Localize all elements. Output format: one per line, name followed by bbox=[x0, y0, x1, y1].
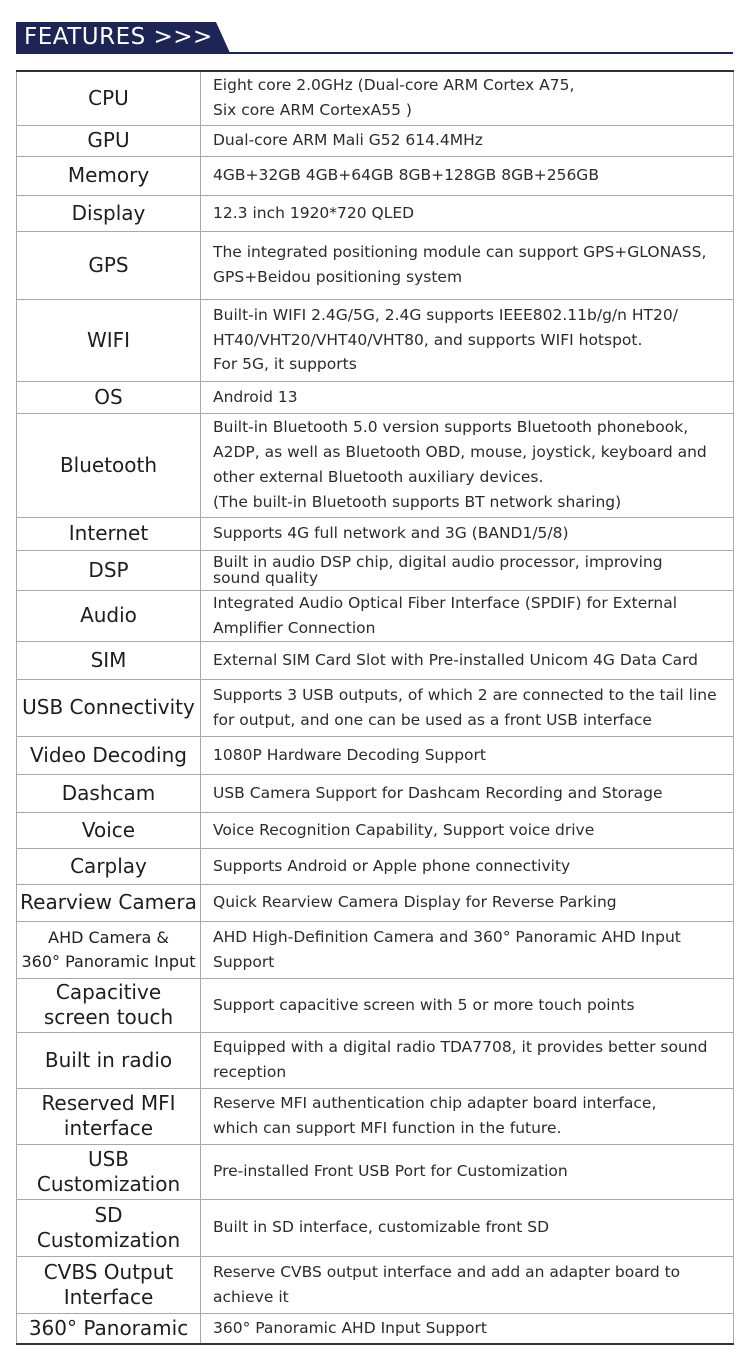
spec-label bbox=[17, 125, 201, 156]
spec-value-text: Equipped with a digital radio TDA7708, it provides better sound reception bbox=[213, 1038, 708, 1081]
spec-label bbox=[17, 381, 201, 413]
spec-value bbox=[201, 812, 734, 848]
spec-row bbox=[17, 1144, 734, 1199]
spec-label bbox=[17, 884, 201, 921]
spec-label bbox=[17, 1256, 201, 1313]
spec-label-text: USB Customization bbox=[36, 1146, 181, 1196]
spec-value-text: The integrated positioning module can support GPS+GLONASS, GPS+Beidou positioning system bbox=[213, 243, 707, 286]
spec-label bbox=[17, 679, 201, 736]
spec-row bbox=[17, 884, 734, 921]
spec-row bbox=[17, 1088, 734, 1144]
spec-value bbox=[201, 1144, 734, 1199]
spec-row bbox=[17, 812, 734, 848]
spec-row bbox=[17, 978, 734, 1032]
spec-label bbox=[17, 1199, 201, 1256]
spec-label bbox=[17, 1088, 201, 1144]
spec-label-text: Reserved MFI interface bbox=[41, 1091, 176, 1140]
spec-value-text: Built-in Bluetooth 5.0 version supports Bluetooth phonebook, A2DP, as well as Bluetooth OBD, mouse, joystick, keyboard and other external Bluetooth auxiliary devices. (The built-in Bluetooth supports BT network sharing) bbox=[213, 418, 707, 511]
spec-value bbox=[201, 848, 734, 884]
spec-label bbox=[17, 299, 201, 381]
spec-label bbox=[17, 848, 201, 884]
spec-row bbox=[17, 848, 734, 884]
spec-label bbox=[17, 413, 201, 517]
spec-value-text: Integrated Audio Optical Fiber Interface (SPDIF) for External Amplifier Connection bbox=[213, 593, 678, 637]
spec-value bbox=[201, 1256, 734, 1313]
spec-value-text: Android 13 bbox=[213, 387, 298, 406]
spec-label-text: WIFI bbox=[86, 327, 131, 352]
spec-row bbox=[17, 590, 734, 641]
spec-row bbox=[17, 736, 734, 774]
spec-row bbox=[17, 125, 734, 156]
spec-value-text: USB Camera Support for Dashcam Recording and Storage bbox=[213, 783, 663, 802]
spec-value-text: 4GB+32GB 4GB+64GB 8GB+128GB 8GB+256GB bbox=[213, 166, 599, 185]
spec-label-text: AHD Camera & 360° Panoramic Input bbox=[21, 927, 196, 971]
spec-value bbox=[201, 884, 734, 921]
spec-row bbox=[17, 413, 734, 517]
spec-value bbox=[201, 125, 734, 156]
spec-label bbox=[17, 590, 201, 641]
spec-value bbox=[201, 978, 734, 1032]
spec-label-text: Dashcam bbox=[61, 780, 156, 805]
spec-value bbox=[201, 195, 734, 231]
spec-label-text: CVBS Output Interface bbox=[43, 1259, 174, 1309]
spec-value-text: Supports 4G full network and 3G (BAND1/5/8) bbox=[213, 524, 569, 543]
spec-label-text: Video Decoding bbox=[30, 742, 187, 767]
spec-label bbox=[17, 1313, 201, 1344]
spec-row bbox=[17, 774, 734, 812]
spec-label bbox=[17, 71, 201, 125]
spec-value bbox=[201, 921, 734, 978]
spec-label bbox=[17, 1032, 201, 1088]
spec-row bbox=[17, 299, 734, 381]
header-title: FEATURES >>> bbox=[24, 24, 213, 50]
spec-label-text: CPU bbox=[88, 85, 129, 110]
spec-value bbox=[201, 381, 734, 413]
spec-row bbox=[17, 679, 734, 736]
spec-value bbox=[201, 774, 734, 812]
spec-value bbox=[201, 590, 734, 641]
spec-value-text: Support capacitive screen with 5 or more touch points bbox=[213, 995, 635, 1014]
spec-value bbox=[201, 517, 734, 550]
spec-value bbox=[201, 413, 734, 517]
spec-label bbox=[17, 231, 201, 299]
spec-value-text: Eight core 2.0GHz (Dual-core ARM Cortex A75, Six core ARM CortexA55 ) bbox=[213, 76, 575, 120]
spec-row bbox=[17, 71, 734, 125]
spec-label bbox=[17, 195, 201, 231]
spec-value bbox=[201, 1313, 734, 1344]
spec-label bbox=[17, 921, 201, 978]
spec-label-text: Rearview Camera bbox=[20, 890, 197, 915]
spec-value bbox=[201, 550, 734, 590]
spec-row bbox=[17, 1313, 734, 1344]
spec-label-text: Bluetooth bbox=[59, 452, 158, 477]
spec-label-text: Built in radio bbox=[44, 1047, 173, 1072]
spec-label-text: USB Connectivity bbox=[22, 695, 195, 720]
spec-label bbox=[17, 812, 201, 848]
spec-value bbox=[201, 299, 734, 381]
spec-label-text: Carplay bbox=[70, 853, 147, 878]
spec-value-text: AHD High-Definition Camera and 360° Panoramic AHD Input Support bbox=[213, 927, 681, 971]
spec-value-text: Pre-installed Front USB Port for Customization bbox=[213, 1162, 568, 1181]
spec-label-text: SIM bbox=[90, 647, 127, 672]
spec-value-text: Voice Recognition Capability, Support voice drive bbox=[213, 820, 595, 839]
spec-label bbox=[17, 736, 201, 774]
spec-value bbox=[201, 231, 734, 299]
spec-row bbox=[17, 381, 734, 413]
spec-value bbox=[201, 1088, 734, 1144]
spec-value bbox=[201, 1199, 734, 1256]
spec-row bbox=[17, 1032, 734, 1088]
spec-value-text: 1080P Hardware Decoding Support bbox=[213, 745, 486, 764]
spec-value-text: Built-in WIFI 2.4G/5G, 2.4G supports IEEE802.11b/g/n HT20/ HT40/VHT20/VHT40/VHT80, and supports WIFI hotspot. For 5G, it supports bbox=[213, 305, 678, 374]
spec-label bbox=[17, 641, 201, 679]
spec-value-text: Dual-core ARM Mali G52 614.4MHz bbox=[213, 131, 483, 150]
spec-label-text: Voice bbox=[81, 817, 136, 842]
spec-value bbox=[201, 156, 734, 195]
spec-label bbox=[17, 156, 201, 195]
spec-label-text: 360° Panoramic bbox=[28, 1315, 189, 1340]
spec-value-text: Built in audio DSP chip, digital audio processor, improving sound quality bbox=[213, 552, 663, 587]
spec-row bbox=[17, 921, 734, 978]
spec-row bbox=[17, 1199, 734, 1256]
spec-value-text: Reserve CVBS output interface and add an adapter board to achieve it bbox=[213, 1262, 681, 1306]
spec-value bbox=[201, 71, 734, 125]
spec-value bbox=[201, 1032, 734, 1088]
spec-row bbox=[17, 1256, 734, 1313]
spec-label-text: SD Customization bbox=[36, 1202, 181, 1252]
spec-label bbox=[17, 774, 201, 812]
spec-value-text: Reserve MFI authentication chip adapter board interface, which can support MFI function in the future. bbox=[213, 1094, 657, 1137]
spec-label-text: Internet bbox=[68, 521, 149, 546]
spec-label-text: Audio bbox=[80, 603, 137, 628]
spec-value-text: Quick Rearview Camera Display for Reverse Parking bbox=[213, 893, 617, 912]
spec-value-text: Supports 3 USB outputs, of which 2 are connected to the tail line for output, and one can be used as a front USB interface bbox=[213, 685, 717, 729]
spec-value-text: Supports Android or Apple phone connectivity bbox=[213, 856, 571, 875]
spec-value-text: 360° Panoramic AHD Input Support bbox=[213, 1318, 487, 1337]
header-underline bbox=[16, 52, 733, 54]
spec-label-text: DSP bbox=[88, 557, 129, 582]
spec-label bbox=[17, 1144, 201, 1199]
spec-row bbox=[17, 156, 734, 195]
spec-label-text: Display bbox=[71, 200, 146, 225]
spec-row bbox=[17, 517, 734, 550]
spec-value bbox=[201, 641, 734, 679]
spec-row bbox=[17, 641, 734, 679]
spec-value bbox=[201, 736, 734, 774]
spec-value-text: Built in SD interface, customizable front SD bbox=[213, 1218, 550, 1237]
spec-row bbox=[17, 550, 734, 590]
spec-label bbox=[17, 550, 201, 590]
spec-label-text: GPS bbox=[88, 252, 129, 277]
spec-label-text: Capacitive screen touch bbox=[43, 980, 174, 1029]
spec-label bbox=[17, 978, 201, 1032]
spec-value-text: 12.3 inch 1920*720 QLED bbox=[213, 203, 415, 222]
features-table bbox=[16, 70, 734, 1345]
spec-row bbox=[17, 231, 734, 299]
features-header bbox=[16, 22, 230, 53]
spec-value-text: External SIM Card Slot with Pre-installed Unicom 4G Data Card bbox=[213, 650, 699, 669]
spec-value bbox=[201, 679, 734, 736]
spec-label-text: GPU bbox=[87, 128, 130, 153]
spec-label-text: Memory bbox=[67, 163, 150, 188]
spec-row bbox=[17, 195, 734, 231]
spec-label-text: OS bbox=[94, 384, 123, 409]
spec-label bbox=[17, 517, 201, 550]
